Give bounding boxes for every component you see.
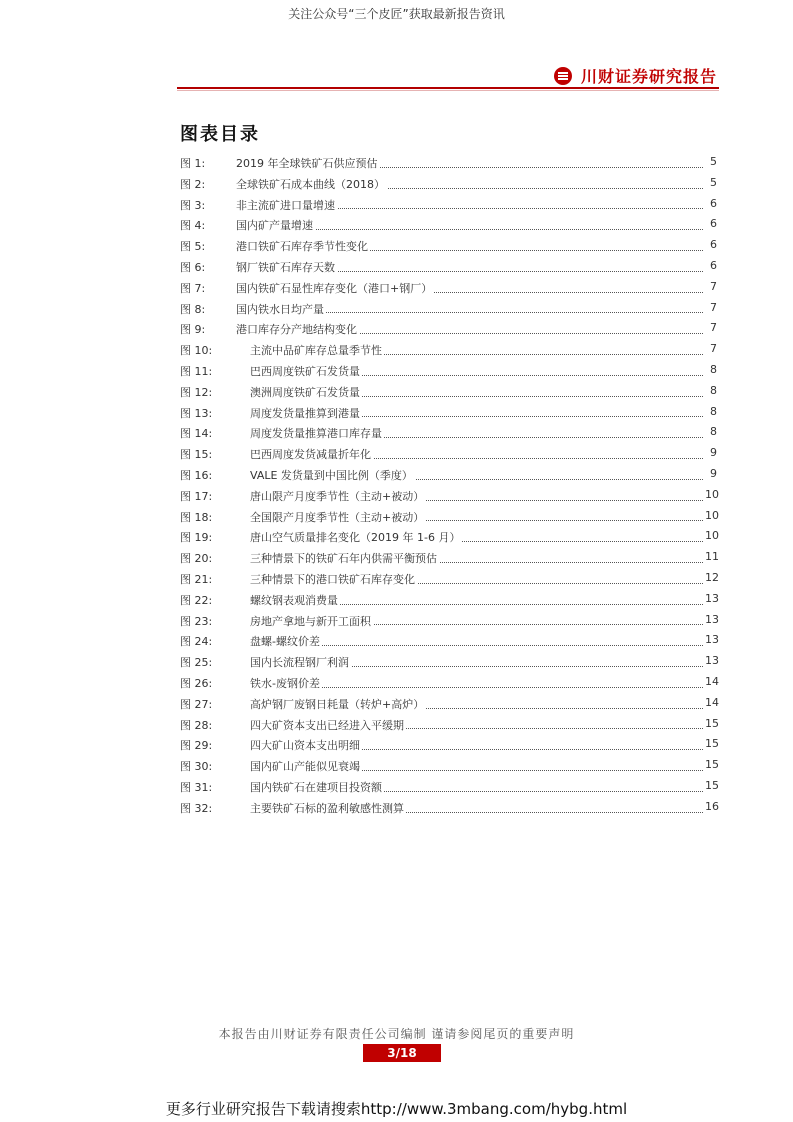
toc-entry-title: 三种情景下的铁矿石年内供需平衡预估: [250, 552, 437, 566]
toc-entry-page: 11: [705, 550, 719, 564]
brand-name: 川财证券研究报告: [580, 67, 717, 86]
toc-entry-title: 国内铁矿石显性库存变化（港口+钢厂）: [236, 281, 433, 295]
toc-entry-title: 盘螺-螺纹价差: [250, 635, 320, 649]
toc-entry-page: 14: [705, 695, 719, 709]
toc-entry-label: 图 30:: [180, 760, 213, 774]
toc-entry-page: 8: [710, 425, 717, 439]
toc-entry-page: 7: [710, 300, 717, 314]
toc-entry[interactable]: [180, 796, 717, 817]
bank-logo-icon: [553, 66, 573, 86]
toc-entry-page: 15: [705, 758, 719, 772]
toc-entry-title: 国内长流程钢厂利润: [250, 656, 349, 670]
toc-entry-label: 图 14:: [180, 427, 213, 441]
toc-entry-label: 图 21:: [180, 572, 213, 586]
toc-entry-title: 全球铁矿石成本曲线（2018）: [236, 177, 385, 191]
toc-entry[interactable]: [180, 234, 717, 255]
toc-entry-title: 螺纹钢表观消费量: [250, 593, 338, 607]
toc-entry-title: VALE 发货量到中国比例（季度）: [250, 468, 413, 482]
toc-entry[interactable]: [180, 671, 717, 692]
toc-entry[interactable]: [180, 650, 717, 671]
toc-entry-page: 15: [705, 778, 719, 792]
toc-entry[interactable]: [180, 276, 717, 297]
toc-entry[interactable]: [180, 421, 717, 442]
toc-entry[interactable]: [180, 609, 717, 630]
toc-entry-page: 6: [710, 238, 717, 252]
toc-entry[interactable]: [180, 713, 717, 734]
toc-entry-title: 非主流矿进口量增速: [236, 198, 335, 212]
toc-entry-page: 8: [710, 362, 717, 376]
toc-entry-page: 9: [710, 446, 717, 460]
toc-entry-page: 15: [705, 716, 719, 730]
toc-entry[interactable]: [180, 629, 717, 650]
toc-entry-title: 铁水-废钢价差: [250, 676, 320, 690]
toc-list: [180, 151, 717, 817]
toc-entry-title: 港口铁矿石库存季节性变化: [236, 240, 368, 254]
toc-entry[interactable]: [180, 754, 717, 775]
toc-entry-page: 8: [710, 404, 717, 418]
toc-entry-title: 四大矿山资本支出明细: [250, 739, 360, 753]
toc-entry-page: 10: [705, 529, 719, 543]
toc-entry-title: 周度发货量推算港口库存量: [250, 427, 382, 441]
toc-entry-label: 图 13:: [180, 406, 213, 420]
toc-entry-label: 图 5:: [180, 240, 206, 254]
toc-entry-page: 7: [710, 321, 717, 335]
toc-entry-title: 澳洲周度铁矿石发货量: [250, 385, 360, 399]
toc-entry-label: 图 22:: [180, 593, 213, 607]
page-number: 3/18: [363, 1044, 441, 1062]
toc-entry-title: 主要铁矿石标的盈利敏感性测算: [250, 801, 404, 815]
brand-header: [553, 64, 717, 87]
toc-entry-label: 图 3:: [180, 198, 206, 212]
toc-entry-page: 13: [705, 591, 719, 605]
toc-entry-page: 12: [705, 570, 719, 584]
toc-entry[interactable]: [180, 463, 717, 484]
toc-entry[interactable]: [180, 692, 717, 713]
toc-entry-label: 图 32:: [180, 801, 213, 815]
toc-entry[interactable]: [180, 172, 717, 193]
toc-entry-page: 5: [710, 175, 717, 189]
toc-entry[interactable]: [180, 317, 717, 338]
toc-entry-label: 图 16:: [180, 468, 213, 482]
toc-entry-label: 图 11:: [180, 364, 213, 378]
toc-entry[interactable]: [180, 151, 717, 172]
toc-entry-title: 主流中品矿库存总量季节性: [250, 344, 382, 358]
toc-entry-label: 图 18:: [180, 510, 213, 524]
toc-entry[interactable]: [180, 484, 717, 505]
toc-entry-label: 图 31:: [180, 780, 213, 794]
toc-entry-title: 唐山限产月度季节性（主动+被动）: [250, 489, 425, 503]
toc-entry-label: 图 7:: [180, 281, 206, 295]
toc-entry-page: 15: [705, 737, 719, 751]
toc-entry-label: 图 25:: [180, 656, 213, 670]
toc-entry-label: 图 10:: [180, 344, 213, 358]
toc-entry-page: 13: [705, 654, 719, 668]
toc-entry-page: 9: [710, 466, 717, 480]
toc-entry-title: 周度发货量推算到港量: [250, 406, 360, 420]
toc-entry-label: 图 27:: [180, 697, 213, 711]
toc-entry-label: 图 2:: [180, 177, 206, 191]
toc-entry-label: 图 15:: [180, 448, 213, 462]
toc-entry-title: 高炉钢厂废钢日耗量（转炉+高炉）: [250, 697, 425, 711]
toc-entry-title: 国内矿山产能似见衰竭: [250, 760, 360, 774]
toc-entry[interactable]: [180, 733, 717, 754]
header-divider: [177, 87, 719, 89]
toc-entry-label: 图 12:: [180, 385, 213, 399]
toc-entry[interactable]: [180, 359, 717, 380]
toc-entry-title: 三种情景下的港口铁矿石库存变化: [250, 572, 415, 586]
toc-entry-label: 图 24:: [180, 635, 213, 649]
toc-entry[interactable]: [180, 505, 717, 526]
toc-entry-title: 国内矿产量增速: [236, 219, 313, 233]
toc-entry-label: 图 17:: [180, 489, 213, 503]
toc-entry-title: 全国限产月度季节性（主动+被动）: [250, 510, 425, 524]
toc-entry[interactable]: [180, 546, 717, 567]
toc-entry-label: 图 1:: [180, 157, 206, 170]
toc-entry-label: 图 6:: [180, 260, 206, 274]
toc-entry-title: 唐山空气质量排名变化（2019 年 1-6 月）: [250, 531, 461, 545]
footer-disclaimer: 本报告由川财证券有限责任公司编制 谨请参阅尾页的重要声明: [218, 1027, 575, 1041]
toc-entry-page: 16: [705, 799, 719, 813]
toc-entry[interactable]: [180, 193, 717, 214]
toc-entry-page: 6: [710, 258, 717, 272]
toc-entry-title: 房地产拿地与新开工面积: [250, 614, 371, 628]
toc-entry-page: 6: [710, 196, 717, 210]
toc-entry-label: 图 9:: [180, 323, 206, 337]
toc-entry-label: 图 26:: [180, 676, 213, 690]
toc-entry-label: 图 20:: [180, 552, 213, 566]
toc-entry[interactable]: [180, 213, 717, 234]
toc-entry-title: 四大矿资本支出已经进入平缓期: [250, 718, 404, 732]
toc-entry[interactable]: [180, 255, 717, 276]
toc-entry[interactable]: [180, 442, 717, 463]
toc-entry-label: 图 4:: [180, 219, 206, 233]
toc-entry[interactable]: [180, 380, 717, 401]
toc-entry-page: 8: [710, 383, 717, 397]
top-notice: 关注公众号“三个皮匠”获取最新报告资讯: [288, 7, 505, 21]
toc-entry-title: 港口库存分产地结构变化: [236, 323, 357, 337]
toc-title: 图表目录: [180, 124, 260, 145]
toc-entry-page: 10: [705, 487, 719, 501]
toc-entry-page: 10: [705, 508, 719, 522]
toc-entry-page: 7: [710, 279, 717, 293]
toc-entry[interactable]: [180, 338, 717, 359]
toc-entry[interactable]: [180, 525, 717, 546]
toc-entry[interactable]: [180, 775, 717, 796]
toc-entry[interactable]: [180, 588, 717, 609]
toc-entry[interactable]: [180, 297, 717, 318]
toc-entry-title: 2019 年全球铁矿石供应预估: [236, 157, 378, 170]
toc-entry-label: 图 29:: [180, 739, 213, 753]
toc-entry-page: 7: [710, 342, 717, 356]
toc-entry-title: 巴西周度铁矿石发货量: [250, 364, 360, 378]
toc-entry-title: 巴西周度发货减量折年化: [250, 448, 371, 462]
toc-entry-label: 图 28:: [180, 718, 213, 732]
toc-entry-label: 图 19:: [180, 531, 213, 545]
toc-entry-title: 国内铁矿石在建项目投资额: [250, 780, 382, 794]
toc-entry-page: 5: [710, 155, 717, 168]
toc-entry-page: 13: [705, 612, 719, 626]
toc-entry-label: 图 23:: [180, 614, 213, 628]
toc-entry[interactable]: [180, 401, 717, 422]
header-divider-shadow: [177, 90, 719, 91]
toc-entry-page: 13: [705, 633, 719, 647]
toc-entry[interactable]: [180, 567, 717, 588]
toc-entry-label: 图 8:: [180, 302, 206, 316]
toc-entry-page: 14: [705, 674, 719, 688]
toc-entry-title: 国内铁水日均产量: [236, 302, 324, 316]
bottom-promo-link[interactable]: 更多行业研究报告下载请搜索http://www.3mbang.com/hybg.html: [165, 1100, 628, 1118]
toc-entry-page: 6: [710, 217, 717, 231]
toc-entry-title: 钢厂铁矿石库存天数: [236, 260, 335, 274]
